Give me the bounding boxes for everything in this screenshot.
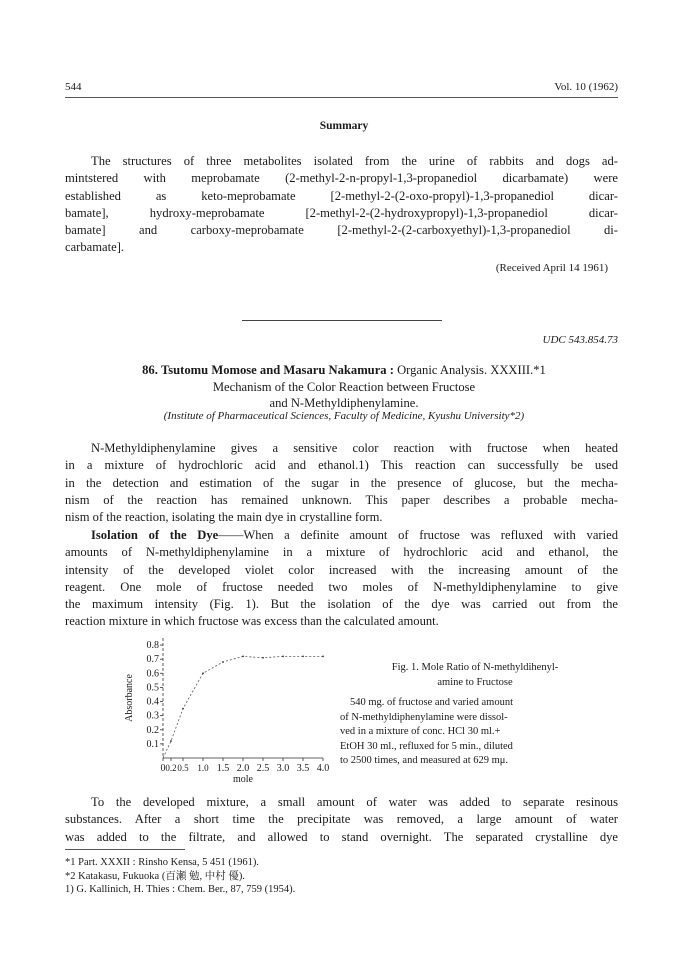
data-point bbox=[182, 708, 184, 710]
summary-line: carbamate]. bbox=[65, 240, 125, 255]
header-rule bbox=[65, 97, 618, 98]
x-tick-label: 2.5 bbox=[256, 763, 270, 774]
x-tick-label: 0.5 bbox=[177, 763, 189, 773]
summary-line: mintstered with meprobamate (2-methyl-2-n-propyl-1,3-propanediol dicarbamate) were bbox=[65, 171, 618, 186]
article-number: 86. bbox=[142, 363, 158, 377]
summary-line: established as keto-meprobamate [2-methyl-2-(2-oxo-propyl)-1,3-propanediol dicar- bbox=[65, 188, 618, 203]
article-title-block bbox=[70, 362, 618, 412]
summary-paragraph bbox=[65, 153, 618, 257]
y-tick-label: 0.8 bbox=[146, 640, 159, 652]
caption-body-line: ved in a mixture of conc. HCl 30 ml.+ bbox=[340, 726, 501, 737]
isolation-line: Isolation of the Dye——When a definite amount of fructose was refluxed with varied bbox=[91, 528, 619, 542]
data-point bbox=[322, 655, 324, 657]
footnote: *2 Katakasu, Fukuoka (百瀬 勉, 中村 優). bbox=[65, 870, 245, 882]
isolation-line: reaction mixture in which fructose was excess than the calculated amount. bbox=[65, 614, 439, 629]
y-tick-label: 0.2 bbox=[146, 724, 159, 736]
footnote: *1 Part. XXXII : Rinsho Kensa, 5 451 (1961). bbox=[65, 857, 259, 868]
page-number: 544 bbox=[65, 81, 82, 93]
data-point bbox=[170, 740, 172, 742]
intro-line: N-Methyldiphenylamine gives a sensitive color reaction with fructose when heated bbox=[91, 441, 618, 455]
summary-heading: Summary bbox=[319, 120, 369, 132]
data-point bbox=[242, 655, 244, 657]
y-tick-label: 0.5 bbox=[146, 682, 159, 694]
institute-affiliation: (Institute of Pharmaceutical Sciences, Faculty of Medicine, Kyushu University*2) bbox=[163, 410, 525, 422]
isolation-line: intensity of the developed violet color increased with the increasing amount of the bbox=[65, 562, 618, 577]
footnote: 1) G. Kallinich, H. Thies : Chem. Ber., 87, 759 (1954). bbox=[65, 884, 296, 895]
footnotes bbox=[65, 856, 618, 897]
intro-line: nism of the reaction has remained unknown. This paper describes a probable mecha- bbox=[65, 492, 618, 507]
summary-line: The structures of three metabolites isolated from the urine of rabbits and dogs ad- bbox=[91, 154, 618, 168]
intro-line: in the detection and estimation of the sugar in the presence of glucose, but the mecha- bbox=[65, 475, 618, 490]
article-title-line-2: Mechanism of the Color Reaction between Fructose bbox=[212, 379, 476, 394]
continuation-line: substances. After a short time the precipitate was removed, a large amount of water bbox=[65, 812, 618, 827]
x-tick-label: 3.0 bbox=[276, 763, 290, 774]
data-point bbox=[302, 655, 304, 657]
section-divider bbox=[242, 320, 442, 321]
article-title-line-3: and N-Methyldiphenylamine. bbox=[269, 396, 419, 410]
intro-line: in a mixture of hydrochloric acid and ethanol.1) This reaction can successfully be used bbox=[65, 458, 618, 473]
y-tick-label: 0.7 bbox=[146, 654, 159, 666]
caption-body-line: EtOH 30 ml., refluxed for 5 min., diluted bbox=[340, 740, 513, 752]
y-tick-label: 0.4 bbox=[146, 696, 159, 708]
y-axis-label: Absorbance bbox=[124, 674, 135, 722]
isolation-line: amounts of N-methyldiphenylamine in a mixture of hydrochloric acid and ethanol, the bbox=[65, 545, 618, 560]
x-tick-label: 4.0 bbox=[316, 763, 330, 774]
data-curve bbox=[163, 656, 323, 758]
article-authors: Tsutomu Momose and Masaru Nakamura : bbox=[161, 363, 394, 377]
caption-body-line: 540 mg. of fructose and varied amount bbox=[350, 697, 513, 708]
x-tick-label: 2.0 bbox=[236, 763, 250, 774]
x-tick-label: 3.5 bbox=[296, 763, 310, 774]
caption-title: Fig. 1. Mole Ratio of N-methyldihenyl- bbox=[391, 662, 559, 673]
x-axis-label: mole bbox=[233, 774, 253, 785]
journal-volume: Vol. 10 (1962) bbox=[554, 81, 618, 93]
isolation-line: the maximum intensity (Fig. 1). But the isolation of the dye was carried out from the bbox=[65, 597, 618, 612]
data-point bbox=[262, 657, 264, 659]
data-point bbox=[282, 655, 284, 657]
y-tick-label: 0.3 bbox=[146, 710, 159, 722]
continuation-line: was added to the filtrate, and allowed to stand overnight. The separated crystalline dye bbox=[65, 829, 618, 844]
continuation-line: To the developed mixture, a small amount of water was added to separate resinous bbox=[91, 795, 618, 809]
footnote-rule bbox=[65, 849, 185, 850]
caption-title: amine to Fructose bbox=[437, 676, 513, 688]
intro-line: nism of the reaction, isolating the main dye in crystalline form. bbox=[65, 510, 383, 525]
data-point bbox=[222, 661, 224, 663]
continuation-paragraph bbox=[65, 794, 618, 846]
y-tick-label: 0.6 bbox=[146, 668, 159, 680]
caption-body-line: to 2500 times, and measured at 629 mμ. bbox=[340, 755, 509, 766]
data-point bbox=[202, 672, 204, 674]
x-tick-label: 0.2 bbox=[165, 763, 177, 773]
intro-paragraph bbox=[65, 440, 618, 526]
article-series-title: Organic Analysis. XXXIII.*1 bbox=[397, 363, 546, 377]
summary-line: bamate], hydroxy-meprobamate [2-methyl-2-(2-hydroxypropyl)-1,3-propanediol dicar- bbox=[65, 205, 618, 220]
udc-code: UDC 543.854.73 bbox=[542, 334, 618, 346]
figure-1-caption bbox=[340, 661, 610, 769]
y-tick-label: 0.1 bbox=[146, 738, 159, 750]
figure-1-chart bbox=[120, 630, 335, 785]
article-title-line-1 bbox=[70, 362, 618, 379]
received-date: (Received April 14 1961) bbox=[495, 262, 608, 274]
x-tick-label: 0 bbox=[160, 763, 166, 774]
summary-line: bamate] and carboxy-meprobamate [2-methyl-2-(2-carboxyethyl)-1,3-propanediol di- bbox=[65, 223, 618, 238]
x-tick-label: 1.0 bbox=[197, 763, 209, 773]
caption-body-line: of N-methyldiphenylamine were dissol- bbox=[340, 711, 508, 723]
isolation-paragraph bbox=[65, 527, 618, 631]
x-tick-label: 1.5 bbox=[216, 763, 230, 774]
isolation-line: reagent. One mole of fructose needed two moles of N-methyldiphenylamine to give bbox=[65, 579, 618, 594]
isolation-heading: Isolation of the Dye bbox=[91, 528, 219, 542]
